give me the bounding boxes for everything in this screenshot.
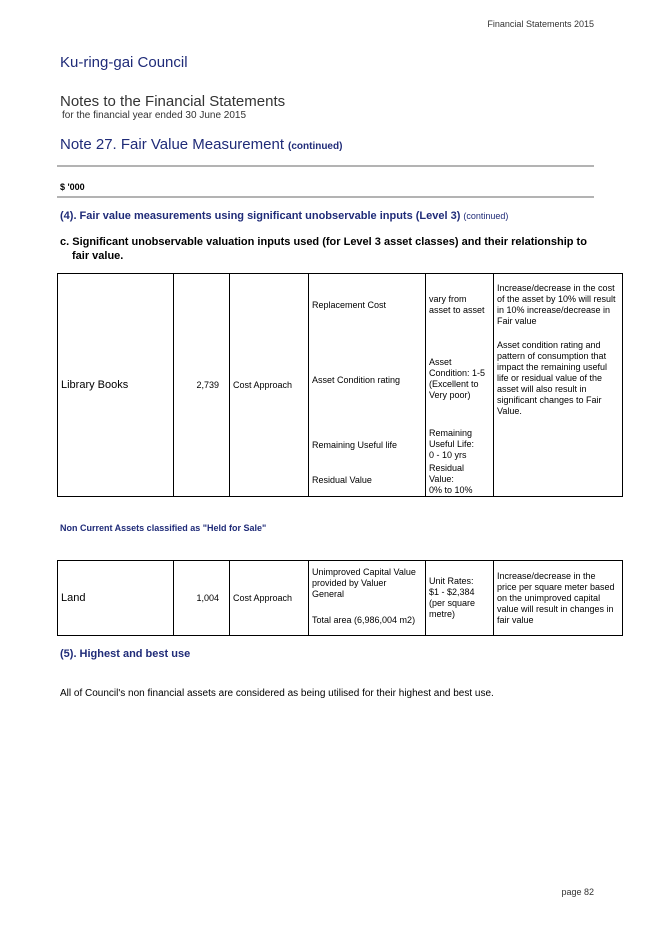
land-table	[57, 560, 623, 636]
input-line: provided by Valuer	[312, 578, 387, 588]
input-range-cell	[426, 561, 494, 636]
range-line: metre)	[429, 609, 456, 619]
section-4-heading	[60, 210, 508, 222]
subheading-c-line1: c. Significant unobservable valuation inputs used (for Level 3 asset classes) and their relationship to	[60, 236, 587, 248]
currency-unit: $ '000	[60, 182, 85, 192]
unobservable-inputs-cell	[309, 561, 426, 636]
relationship-line: Asset condition rating and	[497, 340, 601, 350]
valuation-technique-cell: Cost Approach	[230, 561, 309, 636]
range-line: 0% to 10%	[429, 485, 473, 495]
input-item: Asset Condition rating	[312, 375, 401, 385]
held-for-sale-heading: Non Current Assets classified as "Held for Sale"	[60, 523, 267, 533]
range-block	[426, 463, 493, 496]
range-line: Unit Rates:	[429, 576, 474, 586]
asset-class-cell: Library Books	[58, 274, 174, 497]
library-books-table	[57, 273, 623, 497]
table-row	[58, 561, 623, 636]
divider-top	[57, 165, 594, 167]
asset-class-cell: Land	[58, 561, 174, 636]
relationship-line: on the unimproved capital	[497, 592, 601, 603]
range-line: Asset	[429, 357, 452, 367]
range-line: Remaining	[429, 428, 473, 438]
relationship-line: pattern of consumption that	[497, 351, 607, 361]
relationship-cell	[494, 561, 623, 636]
range-block	[426, 357, 493, 401]
section-5-heading: (5). Highest and best use	[60, 648, 191, 660]
relationship-line: Value.	[497, 406, 522, 416]
range-block	[426, 294, 493, 316]
relationship-line: fair value	[497, 614, 534, 625]
subheading-c	[60, 235, 600, 263]
range-line: Useful Life:	[429, 439, 475, 449]
relationship-line: in 10% increase/decrease in	[497, 305, 611, 315]
relationship-line: impact the remaining useful	[497, 362, 608, 372]
table-row	[58, 274, 623, 497]
relationship-line: value will result in changes in	[497, 603, 614, 614]
relationship-cell	[494, 274, 623, 497]
range-line: (Excellent to	[429, 379, 479, 389]
subheading-c-line2: fair value.	[72, 250, 124, 262]
input-item: Residual Value	[312, 475, 372, 485]
unobservable-inputs-cell	[309, 274, 426, 497]
relationship-line: of the asset by 10% will result	[497, 294, 616, 304]
input-block	[309, 567, 425, 600]
range-line: $1 - $2,384	[429, 587, 475, 597]
range-line: Condition: 1-5	[429, 368, 486, 378]
fair-value-cell: 2,739	[174, 274, 230, 497]
notes-title: Notes to the Financial Statements	[60, 93, 286, 110]
divider-bottom	[57, 196, 594, 198]
relationship-line: life or residual value of the	[497, 373, 603, 383]
input-line: Total area (6,986,004 m2)	[312, 615, 416, 625]
range-line: Very poor)	[429, 390, 471, 400]
range-line: asset to asset	[429, 305, 485, 315]
input-line: Unimproved Capital Value	[312, 567, 416, 577]
highest-best-use-paragraph: All of Council's non financial assets are considered as being utilised for their highest and best use.	[60, 688, 494, 699]
relationship-line: Increase/decrease in the	[497, 570, 596, 581]
page-number: page 82	[561, 887, 594, 897]
relationship-line: asset will also result in	[497, 384, 587, 394]
input-item: Replacement Cost	[312, 300, 387, 310]
relationship-line: Fair value	[497, 316, 537, 326]
council-name: Ku-ring-gai Council	[60, 54, 188, 71]
relationship-para-1	[494, 283, 622, 327]
input-line: General	[312, 589, 345, 599]
range-line: Value:	[429, 474, 454, 484]
document-label: Financial Statements 2015	[487, 19, 594, 29]
relationship-line: Increase/decrease in the cost	[497, 283, 615, 293]
relationship-para-2	[494, 340, 622, 417]
range-line: vary from	[429, 294, 467, 304]
note-title	[60, 136, 342, 153]
range-line: (per square	[429, 598, 476, 608]
fair-value-cell: 1,004	[174, 561, 230, 636]
input-item: Remaining Useful life	[312, 440, 398, 450]
note-title-text: Note 27. Fair Value Measurement	[60, 136, 284, 153]
section-4-title: (4). Fair value measurements using significant unobservable inputs (Level 3)	[60, 210, 461, 222]
notes-subtitle: for the financial year ended 30 June 2015	[62, 110, 247, 121]
relationship-line: price per square meter based	[497, 581, 615, 592]
note-continued: (continued)	[288, 141, 343, 152]
section-4-continued: (continued)	[463, 211, 509, 221]
range-block	[426, 428, 493, 461]
valuation-technique-cell: Cost Approach	[230, 274, 309, 497]
input-range-cell	[426, 274, 494, 497]
range-line: Residual	[429, 463, 465, 473]
relationship-line: significant changes to Fair	[497, 395, 602, 405]
range-line: 0 - 10 yrs	[429, 450, 467, 460]
